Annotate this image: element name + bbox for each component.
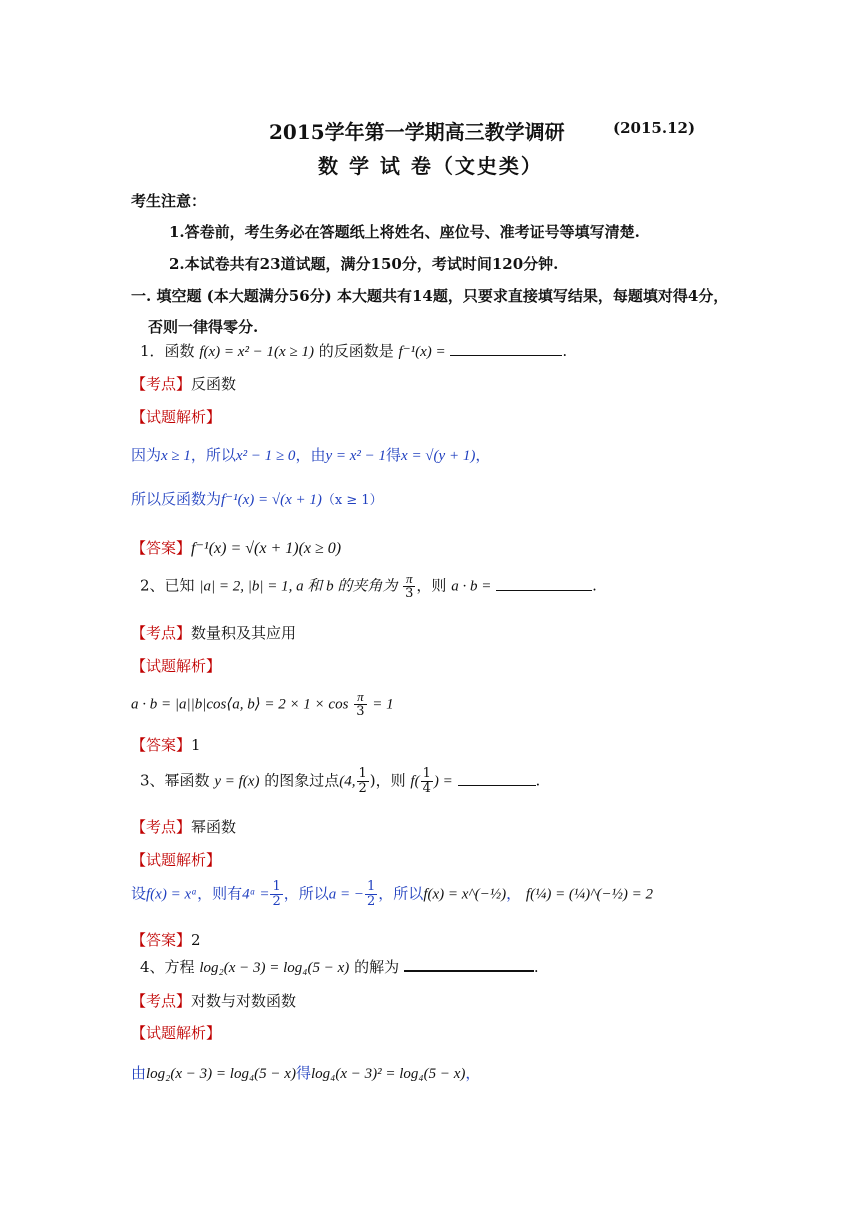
question-text: 幂函数 — [164, 771, 210, 790]
question-text: 的反函数是 — [318, 342, 394, 360]
jiexi-label: 【试题解析】 — [131, 851, 222, 869]
question-number: 1． — [140, 342, 165, 360]
solution-text: ， — [465, 1064, 481, 1082]
jiexi-label-4 — [131, 1022, 221, 1043]
solution-text: 因为 — [131, 446, 162, 464]
jiexi-label-3 — [131, 849, 221, 870]
answer-blank[interactable] — [404, 956, 534, 972]
answer-row-2 — [131, 734, 201, 755]
notice-heading: 考生注意： — [131, 192, 207, 210]
math-expression: log₄(x − 3)² = log₄(5 − x) — [310, 1066, 466, 1082]
question-number: 4、 — [140, 958, 165, 976]
fraction: $\frac{\pi}{3}$ — [356, 689, 365, 719]
jiexi-label: 【试题解析】 — [131, 657, 222, 675]
fraction: $\frac{1}{2}$ — [358, 766, 367, 796]
fraction: $\frac{1}{2}$ — [272, 879, 281, 909]
question-2 — [140, 572, 597, 601]
math-expression: f⁻¹(x) = √(x + 1) — [221, 492, 322, 508]
math-expression: y = x² − 1 — [325, 448, 387, 464]
question-text: 方程 — [164, 958, 195, 976]
kaodian-label: 【考点】 — [131, 818, 192, 836]
kaodian-row-2 — [131, 622, 296, 643]
fraction: $\frac{1}{4}$ — [422, 766, 431, 796]
question-number: 2、 — [140, 576, 165, 595]
answer-label: 【答案】 — [131, 931, 192, 949]
solution-text: 由 — [131, 1064, 147, 1082]
kaodian-value: 反函数 — [191, 375, 237, 393]
kaodian-value: 幂函数 — [191, 818, 237, 836]
solution-text: 设 — [131, 884, 147, 903]
paper-date: (2015.12) — [613, 119, 696, 137]
question-text: 的解为 — [354, 958, 400, 976]
solution-text: ，则有 — [197, 884, 243, 903]
period: . — [562, 342, 568, 360]
math-expression: a · b = — [451, 578, 492, 595]
answer-label: 【答案】 — [131, 539, 192, 557]
math-expression: f( — [410, 773, 420, 790]
question-3 — [140, 767, 540, 796]
question-text: 已知 — [164, 576, 195, 595]
solution-text: （x ≥ 1） — [321, 493, 383, 508]
solution-3 — [131, 880, 653, 909]
period: . — [535, 771, 541, 790]
fraction: $\frac{\pi}{3}$ — [405, 571, 414, 601]
question-4 — [140, 956, 539, 977]
question-number: 3、 — [140, 771, 165, 790]
jiexi-label-2 — [131, 655, 221, 676]
math-expression: x ≥ 1 — [161, 448, 191, 464]
math-expression: a = − — [328, 886, 365, 903]
solution-text: ， — [506, 884, 522, 903]
answer-value: 1 — [191, 736, 201, 754]
solution-text: 所以反函数为 — [131, 490, 222, 508]
solution-text: 得 — [295, 1064, 311, 1082]
solution-text: ，由 — [295, 446, 326, 464]
answer-blank[interactable] — [458, 771, 536, 786]
solution-1-line-1 — [131, 444, 490, 465]
fraction: $\frac{1}{2}$ — [367, 879, 376, 909]
kaodian-row-4 — [131, 990, 296, 1011]
jiexi-label: 【试题解析】 — [131, 1024, 222, 1042]
solution-text: ， — [475, 446, 491, 464]
kaodian-row-1 — [131, 373, 236, 394]
question-text: )，则 — [369, 771, 406, 790]
period: . — [592, 576, 597, 595]
answer-value: f⁻¹(x) = √(x + 1)(x ≥ 0) — [191, 540, 342, 557]
solution-text: ，所以 — [190, 446, 236, 464]
answer-label: 【答案】 — [131, 736, 192, 754]
answer-blank[interactable] — [496, 576, 592, 591]
answer-row-3 — [131, 929, 201, 950]
paper-title: 2015学年第一学期高三教学调研 — [269, 120, 565, 144]
answer-value: 2 — [191, 931, 201, 949]
jiexi-label-1 — [131, 406, 221, 427]
math-expression: f(x) = x² − 1(x ≥ 1) — [199, 344, 314, 360]
solution-text: 得 — [386, 446, 402, 464]
answer-row-1 — [131, 537, 341, 558]
question-text: ，则 — [416, 576, 447, 595]
math-expression: (4, — [339, 773, 356, 790]
math-expression: x² − 1 ≥ 0 — [235, 448, 296, 464]
math-expression: f(¼) = (¼)^(−½) = 2 — [525, 886, 653, 903]
period: . — [533, 958, 539, 976]
solution-text: ，所以 — [378, 884, 424, 903]
answer-blank[interactable] — [450, 341, 562, 356]
question-1 — [140, 340, 567, 361]
math-expression: = 1 — [372, 696, 394, 713]
math-expression: y = f(x) — [214, 773, 260, 790]
solution-2 — [131, 690, 394, 719]
math-expression: log₂(x − 3) = log₄(5 − x) — [199, 960, 350, 976]
jiexi-label: 【试题解析】 — [131, 408, 222, 426]
kaodian-row-3 — [131, 816, 236, 837]
notice-item-1: 1.答卷前，考生务必在答题纸上将姓名、座位号、准考证号等填写清楚. — [169, 223, 640, 241]
kaodian-value: 对数与对数函数 — [191, 992, 297, 1010]
kaodian-label: 【考点】 — [131, 375, 192, 393]
notice-item-2: 2.本试卷共有23道试题，满分150分，考试时间120分钟. — [169, 255, 559, 273]
solution-1-line-2 — [131, 488, 383, 509]
question-text: 的图象过点 — [264, 771, 340, 790]
section-1-heading: 一. 填空题 (本大题满分56分) 本大题共有14题，只要求直接填写结果，每题填对得4分， — [131, 287, 729, 305]
kaodian-value: 数量积及其应用 — [191, 624, 297, 642]
math-expression: 4ᵃ = — [242, 886, 270, 903]
solution-text: ，所以 — [283, 884, 329, 903]
question-text: 函数 — [164, 342, 195, 360]
solution-4 — [131, 1062, 480, 1083]
math-expression: x = √(y + 1) — [401, 448, 476, 464]
math-expression: f(x) = x^(−½) — [423, 886, 507, 903]
math-expression: |a| = 2, |b| = 1, a 和 b 的夹角为 — [199, 578, 398, 595]
math-expression: f⁻¹(x) = — [398, 344, 446, 360]
math-expression: f(x) = xᵃ — [146, 886, 198, 903]
section-1-heading-cont: 否则一律得零分. — [148, 318, 259, 336]
kaodian-label: 【考点】 — [131, 992, 192, 1010]
math-expression: log₂(x − 3) = log₄(5 − x) — [146, 1066, 296, 1082]
paper-subtitle: 数 学 试 卷（文史类） — [318, 154, 543, 178]
math-expression: ) = — [433, 773, 453, 790]
math-expression: a · b = |a||b|cos⟨a, b⟩ = 2 × 1 × cos — [131, 696, 349, 713]
kaodian-label: 【考点】 — [131, 624, 192, 642]
